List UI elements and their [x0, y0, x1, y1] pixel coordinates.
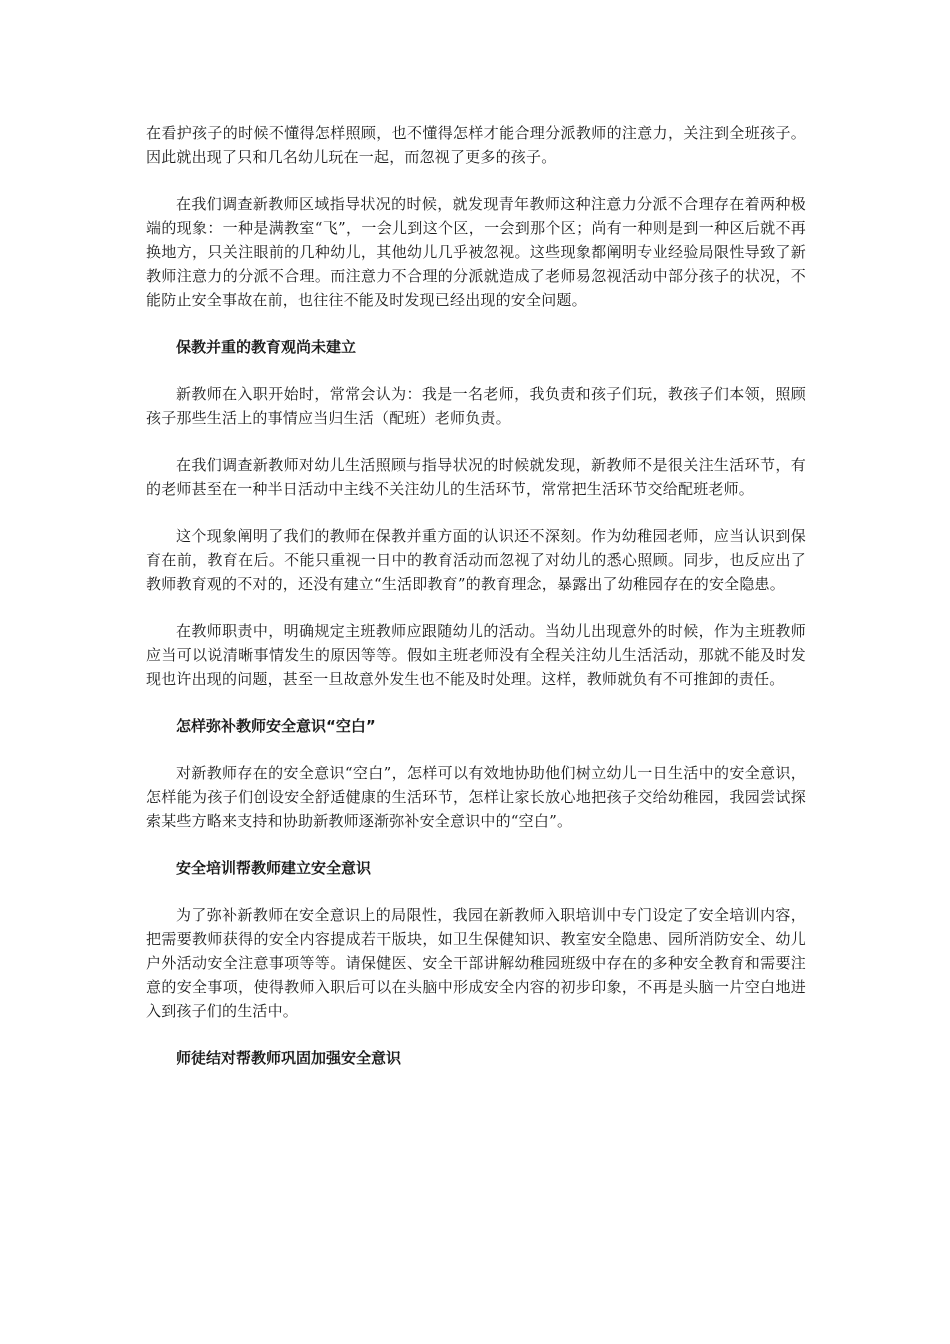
paragraph-5: 这个现象阐明了我们的教师在保教并重方面的认识还不深刻。作为幼稚园老师，应当认识到保育在前，教育在后。不能只重视一日中的教育活动而忽视了对幼儿的悉心照顾。同步，也反应出了教师教育观的不对的，还没有建立“生活即教育”的教育理念，暴露出了幼稚园存在的安全隐患。: [146, 527, 806, 593]
paragraph-7: 对新教师存在的安全意识“空白”，怎样可以有效地协助他们树立幼儿一日生活中的安全意识，怎样能为孩子们创设安全舒适健康的生活环节，怎样让家长放心地把孩子交给幼稚园，我园尝试探索某些方略来支持和协助新教师逐渐弥补安全意识中的“空白”。: [146, 764, 806, 830]
section-heading-4: 师徒结对帮教师巩固加强安全意识: [176, 1049, 402, 1067]
paragraph-6: 在教师职责中，明确规定主班教师应跟随幼儿的活动。当幼儿出现意外的时候，作为主班教师应当可以说清晰事情发生的原因等等。假如主班老师没有全程关注幼儿生活活动，那就不能及时发现也许出现的问题，甚至一旦故意外发生也不能及时处理。这样，教师就负有不可推卸的责任。: [146, 622, 806, 688]
paragraph-4: 在我们调查新教师对幼儿生活照顾与指导状况的时候就发现，新教师不是很关注生活环节，有的老师甚至在一种半日活动中主线不关注幼儿的生活环节，常常把生活环节交给配班老师。: [146, 456, 806, 498]
paragraph-8: 为了弥补新教师在安全意识上的局限性，我园在新教师入职培训中专门设定了安全培训内容，把需要教师获得的安全内容提成若干版块，如卫生保健知识、教室安全隐患、园所消防安全、幼儿户外活动安全注意事项等等。请保健医、安全干部讲解幼稚园班级中存在的多种安全教育和需要注意的安全事项，使得教师入职后可以在头脑中形成安全内容的初步印象，不再是头脑一片空白地进入到孩子们的生活中。: [146, 906, 806, 1020]
paragraph-2: 在我们调查新教师区域指导状况的时候，就发现青年教师这种注意力分派不合理存在着两种极端的现象：一种是满教室“飞”，一会儿到这个区，一会到那个区；尚有一种则是到一种区后就不再换地方，只关注眼前的几种幼儿，其他幼儿几乎被忽视。这些现象都阐明专业经验局限性导致了新教师注意力的分派不合理。而注意力不合理的分派就造成了老师易忽视活动中部分孩子的状况，不能防止安全事故在前，也往往不能及时发现已经出现的安全问题。: [146, 195, 806, 309]
paragraph-1: 在看护孩子的时候不懂得怎样照顾，也不懂得怎样才能合理分派教师的注意力，关注到全班孩子。因此就出现了只和几名幼儿玩在一起，而忽视了更多的孩子。: [146, 124, 806, 166]
document-page: [146, 121, 806, 1093]
paragraph-3: 新教师在入职开始时，常常会认为：我是一名老师，我负责和孩子们玩，教孩子们本领，照顾孩子那些生活上的事情应当归生活（配班）老师负责。: [146, 385, 806, 427]
section-heading-3: 安全培训帮教师建立安全意识: [176, 859, 372, 877]
section-heading-2: 怎样弥补教师安全意识“空白”: [176, 717, 376, 735]
section-heading-1: 保教并重的教育观尚未建立: [176, 338, 357, 356]
